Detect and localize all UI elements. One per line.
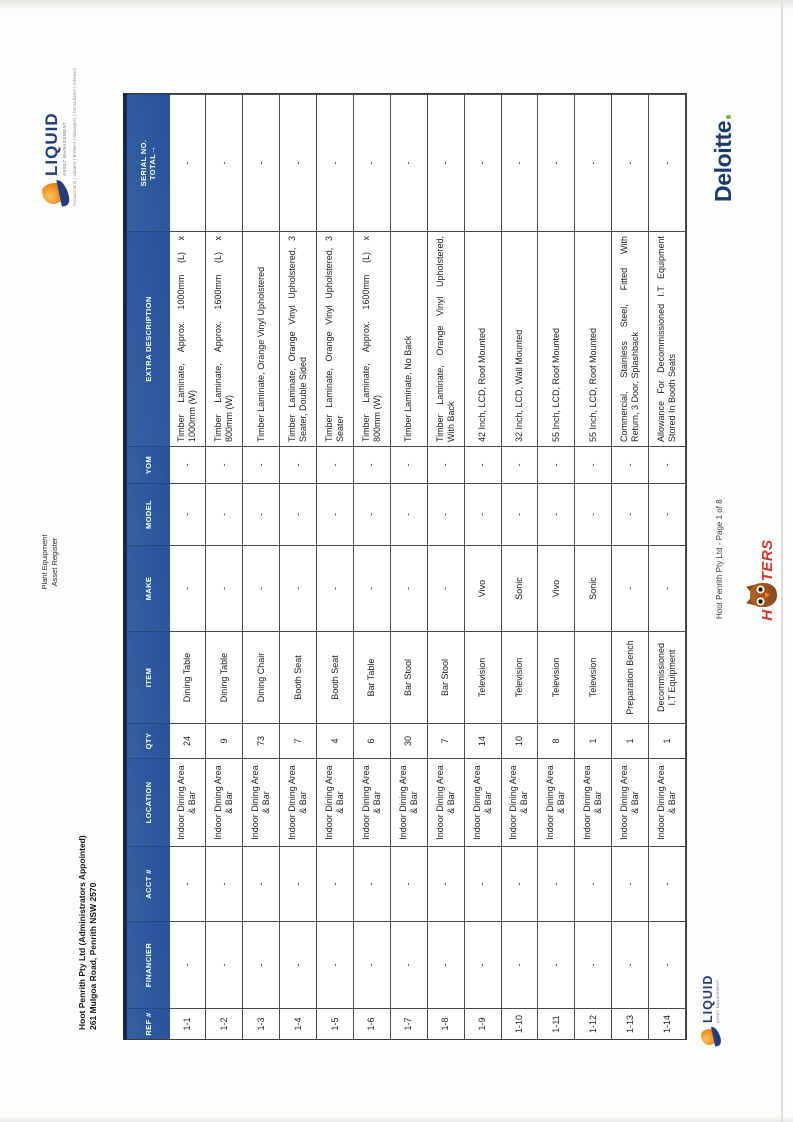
cell-qty-1-8: 7: [428, 723, 465, 758]
cell-location-1-4: Indoor Dining Area & Bar: [280, 758, 317, 846]
cell-location-1-3: Indoor Dining Area & Bar: [243, 758, 280, 846]
liquid-swoosh-icon: [42, 179, 68, 206]
hooters-letters-right: TERS: [759, 539, 776, 582]
cell-serial-1-11: -: [538, 94, 575, 231]
cell-yom-1-14: -: [649, 446, 686, 483]
liquid-logo-row: [701, 975, 720, 1046]
scan-bottom-shadow: [0, 1115, 793, 1122]
cell-item-1-4: Booth Seat: [280, 631, 317, 723]
company-address-block: [77, 835, 98, 1030]
cell-model-1-6: -: [354, 483, 391, 545]
cell-item-1-3: Dining Chair: [243, 631, 280, 723]
cell-serial-1-1: -: [170, 94, 207, 231]
header-acct: ACCT #: [127, 846, 170, 921]
cell-serial-1-2: -: [206, 94, 243, 231]
cell-desc-1-9: 42 Inch, LCD, Roof Mounted: [465, 231, 502, 446]
cell-serial-1-12: -: [575, 94, 612, 231]
cell-ref-1-12: 1-12: [575, 1008, 612, 1039]
cell-yom-1-12: -: [575, 446, 612, 483]
cell-item-1-1: Dining Table: [170, 631, 207, 723]
liquid-tagline: ASSET MANAGEMENT: [715, 979, 720, 1023]
owl-beak: [765, 592, 770, 598]
cell-yom-1-3: -: [243, 446, 280, 483]
cell-qty-1-12: 1: [575, 723, 612, 758]
cell-acct-1-4: -: [280, 846, 317, 921]
cell-model-1-12: -: [575, 483, 612, 545]
cell-acct-1-2: -: [206, 846, 243, 921]
page-number-label: Hoot Penrith Pty Ltd - Page 1 of 8: [715, 499, 724, 619]
header-ref: REF #: [127, 1008, 170, 1039]
cell-yom-1-5: -: [317, 446, 354, 483]
cell-acct-1-3: -: [243, 846, 280, 921]
cell-item-1-2: Dining Table: [206, 631, 243, 723]
cell-make-1-11: Vivo: [538, 545, 575, 631]
cell-item-1-10: Television: [502, 631, 539, 723]
cell-yom-1-9: -: [465, 446, 502, 483]
hooters-logo: [731, 532, 779, 628]
cell-location-1-7: Indoor Dining Area & Bar: [391, 758, 428, 846]
hooters-owl-icon: [747, 582, 779, 608]
cell-make-1-5: -: [317, 545, 354, 631]
cell-serial-1-9: -: [465, 94, 502, 231]
cell-serial-1-10: -: [502, 94, 539, 231]
liquid-tagline: ASSET MANAGEMENT: [61, 121, 67, 176]
cell-yom-1-10: -: [502, 446, 539, 483]
header-model: MODEL: [127, 483, 170, 545]
cell-item-1-14: Decommissioned I.T Equipment: [649, 631, 686, 723]
cell-acct-1-10: -: [502, 846, 539, 921]
cell-desc-1-1: Timber Laminate, Approx. 1000mm (L) x 1000mm (W): [170, 231, 207, 446]
asset-register-table: [123, 93, 687, 1040]
cell-make-1-6: -: [354, 545, 391, 631]
cell-ref-1-4: 1-4: [280, 1008, 317, 1039]
cell-item-1-8: Bar Stool: [428, 631, 465, 723]
cell-location-1-14: Indoor Dining Area & Bar: [649, 758, 686, 846]
cell-item-1-9: Television: [465, 631, 502, 723]
cell-location-1-5: Indoor Dining Area & Bar: [317, 758, 354, 846]
document-title: [40, 482, 59, 642]
cell-qty-1-3: 73: [243, 723, 280, 758]
cell-qty-1-4: 7: [280, 723, 317, 758]
cell-location-1-6: Indoor Dining Area & Bar: [354, 758, 391, 846]
liquid-services-line: Accountants | Valuers | Brokers | Managers | Consultants | Advisors: [72, 67, 77, 206]
cell-acct-1-6: -: [354, 846, 391, 921]
cell-yom-1-7: -: [391, 446, 428, 483]
liquid-wordmark: LIQUID: [700, 974, 715, 1023]
cell-yom-1-11: -: [538, 446, 575, 483]
header-serial: SERIAL NO. TOTAL→: [127, 94, 170, 231]
cell-ref-1-9: 1-9: [465, 1008, 502, 1039]
cell-ref-1-5: 1-5: [317, 1008, 354, 1039]
hooters-letters-left: H: [759, 609, 776, 621]
cell-financier-1-13: -: [612, 921, 649, 1008]
cell-desc-1-13: Commercial, Stainless Steel, Fitted With Return, 3 Door, Splashback: [612, 231, 649, 446]
cell-model-1-10: -: [502, 483, 539, 545]
cell-yom-1-6: -: [354, 446, 391, 483]
cell-model-1-1: -: [170, 483, 207, 545]
cell-ref-1-2: 1-2: [206, 1008, 243, 1039]
cell-desc-1-14: Allowance For Decommissioned I.T Equipment Stored In Booth Seats: [649, 231, 686, 446]
cell-serial-1-5: -: [317, 94, 354, 231]
cell-make-1-9: Vivo: [465, 545, 502, 631]
cell-desc-1-2: Timber Laminate, Approx. 1600mm (L) x 800mm (W): [206, 231, 243, 446]
cell-serial-1-8: -: [428, 94, 465, 231]
liquid-logo-bottom: [701, 975, 720, 1046]
cell-acct-1-1: -: [170, 846, 207, 921]
cell-financier-1-1: -: [170, 921, 207, 1008]
cell-acct-1-9: -: [465, 846, 502, 921]
cell-acct-1-5: -: [317, 846, 354, 921]
document-title-line1: Plant Equipment: [40, 534, 49, 590]
cell-serial-1-13: -: [612, 94, 649, 231]
liquid-logo-top: [42, 67, 77, 206]
cell-make-1-3: -: [243, 545, 280, 631]
cell-desc-1-11: 55 Inch, LCD, Roof Mounted: [538, 231, 575, 446]
document-title-line2: Asset Register: [49, 537, 59, 587]
cell-financier-1-3: -: [243, 921, 280, 1008]
deloitte-wordmark: Deloitte: [710, 120, 736, 202]
cell-location-1-10: Indoor Dining Area & Bar: [502, 758, 539, 846]
cell-make-1-7: -: [391, 545, 428, 631]
cell-ref-1-8: 1-8: [428, 1008, 465, 1039]
cell-qty-1-9: 14: [465, 723, 502, 758]
cell-ref-1-13: 1-13: [612, 1008, 649, 1039]
cell-desc-1-4: Timber Laminate, Orange Vinyl Upholstered, 3 Seater, Double Sided: [280, 231, 317, 446]
cell-financier-1-5: -: [317, 921, 354, 1008]
cell-desc-1-12: 55 Inch, LCD, Roof Mounted: [575, 231, 612, 446]
cell-make-1-2: -: [206, 545, 243, 631]
cell-qty-1-6: 6: [354, 723, 391, 758]
deloitte-logo: [710, 115, 737, 202]
cell-item-1-13: Preparation Bench: [612, 631, 649, 723]
cell-location-1-8: Indoor Dining Area & Bar: [428, 758, 465, 846]
cell-financier-1-4: -: [280, 921, 317, 1008]
cell-location-1-12: Indoor Dining Area & Bar: [575, 758, 612, 846]
cell-item-1-5: Booth Seat: [317, 631, 354, 723]
header-item: ITEM: [127, 631, 170, 723]
cell-item-1-11: Television: [538, 631, 575, 723]
company-address: 261 Mulgoa Road, Penrith NSW 2570: [87, 882, 98, 1030]
cell-model-1-9: -: [465, 483, 502, 545]
cell-make-1-12: Sonic: [575, 545, 612, 631]
cell-financier-1-7: -: [391, 921, 428, 1008]
scan-paper-edge-line: [781, 0, 783, 1122]
cell-qty-1-5: 4: [317, 723, 354, 758]
cell-financier-1-14: -: [649, 921, 686, 1008]
cell-financier-1-11: -: [538, 921, 575, 1008]
cell-qty-1-13: 1: [612, 723, 649, 758]
cell-item-1-12: Television: [575, 631, 612, 723]
cell-qty-1-14: 1: [649, 723, 686, 758]
header-desc: EXTRA DESCRIPTION: [127, 231, 170, 446]
cell-ref-1-10: 1-10: [502, 1008, 539, 1039]
cell-financier-1-12: -: [575, 921, 612, 1008]
cell-make-1-10: Sonic: [502, 545, 539, 631]
cell-qty-1-10: 10: [502, 723, 539, 758]
liquid-swoosh-icon: [701, 1026, 720, 1046]
cell-ref-1-14: 1-14: [649, 1008, 686, 1039]
cell-qty-1-2: 9: [206, 723, 243, 758]
deloitte-green-dot: [726, 115, 731, 120]
scan-top-shadow: [0, 0, 793, 10]
header-location: LOCATION: [127, 758, 170, 846]
cell-model-1-14: -: [649, 483, 686, 545]
cell-yom-1-4: -: [280, 446, 317, 483]
cell-model-1-7: -: [391, 483, 428, 545]
cell-desc-1-8: Timber Laminate, Orange Vinyl Upholstered, With Back: [428, 231, 465, 446]
cell-ref-1-7: 1-7: [391, 1008, 428, 1039]
cell-model-1-13: -: [612, 483, 649, 545]
cell-serial-1-6: -: [354, 94, 391, 231]
cell-serial-1-4: -: [280, 94, 317, 231]
cell-make-1-8: -: [428, 545, 465, 631]
cell-model-1-3: -: [243, 483, 280, 545]
cell-make-1-13: -: [612, 545, 649, 631]
cell-financier-1-10: -: [502, 921, 539, 1008]
cell-qty-1-7: 30: [391, 723, 428, 758]
cell-model-1-4: -: [280, 483, 317, 545]
cell-acct-1-14: -: [649, 846, 686, 921]
cell-ref-1-6: 1-6: [354, 1008, 391, 1039]
cell-yom-1-2: -: [206, 446, 243, 483]
cell-model-1-5: -: [317, 483, 354, 545]
cell-location-1-11: Indoor Dining Area & Bar: [538, 758, 575, 846]
liquid-wordmark: LIQUID: [42, 112, 62, 176]
cell-acct-1-7: -: [391, 846, 428, 921]
cell-location-1-9: Indoor Dining Area & Bar: [465, 758, 502, 846]
cell-financier-1-8: -: [428, 921, 465, 1008]
cell-serial-1-14: -: [649, 94, 686, 231]
cell-desc-1-5: Timber Laminate, Orange Vinyl Upholstered, 3 Seater: [317, 231, 354, 446]
cell-yom-1-8: -: [428, 446, 465, 483]
cell-acct-1-8: -: [428, 846, 465, 921]
cell-desc-1-7: Timber Laminate, No Back: [391, 231, 428, 446]
cell-desc-1-6: Timber Laminate, Approx. 1600mm (L) x 800mm (W): [354, 231, 391, 446]
cell-desc-1-3: Timber Laminate, Orange Vinyl Upholstered: [243, 231, 280, 446]
header-financier: FINANCIER: [127, 921, 170, 1008]
cell-yom-1-1: -: [170, 446, 207, 483]
cell-financier-1-6: -: [354, 921, 391, 1008]
cell-qty-1-1: 24: [170, 723, 207, 758]
cell-qty-1-11: 8: [538, 723, 575, 758]
cell-desc-1-10: 32 Inch, LCD, Wall Mounted: [502, 231, 539, 446]
cell-model-1-11: -: [538, 483, 575, 545]
liquid-wordmark-group: [702, 975, 720, 1023]
cell-yom-1-13: -: [612, 446, 649, 483]
cell-ref-1-3: 1-3: [243, 1008, 280, 1039]
cell-model-1-2: -: [206, 483, 243, 545]
cell-location-1-13: Indoor Dining Area & Bar: [612, 758, 649, 846]
cell-ref-1-11: 1-11: [538, 1008, 575, 1039]
liquid-logo-row: [42, 90, 68, 206]
cell-make-1-4: -: [280, 545, 317, 631]
liquid-wordmark-group: [43, 112, 67, 176]
cell-financier-1-9: -: [465, 921, 502, 1008]
cell-make-1-1: -: [170, 545, 207, 631]
cell-acct-1-11: -: [538, 846, 575, 921]
cell-ref-1-1: 1-1: [170, 1008, 207, 1039]
header-qty: QTY: [127, 723, 170, 758]
company-name: Hoot Penrith Pty Ltd (Administrators Appointed): [77, 835, 87, 1030]
cell-financier-1-2: -: [206, 921, 243, 1008]
cell-acct-1-13: -: [612, 846, 649, 921]
cell-item-1-6: Bar Table: [354, 631, 391, 723]
cell-location-1-2: Indoor Dining Area & Bar: [206, 758, 243, 846]
cell-acct-1-12: -: [575, 846, 612, 921]
cell-model-1-8: -: [428, 483, 465, 545]
cell-item-1-7: Bar Stool: [391, 631, 428, 723]
cell-serial-1-3: -: [243, 94, 280, 231]
cell-make-1-14: -: [649, 545, 686, 631]
cell-serial-1-7: -: [391, 94, 428, 231]
header-yom: YOM: [127, 446, 170, 483]
header-make: MAKE: [127, 545, 170, 631]
cell-location-1-1: Indoor Dining Area & Bar: [170, 758, 207, 846]
